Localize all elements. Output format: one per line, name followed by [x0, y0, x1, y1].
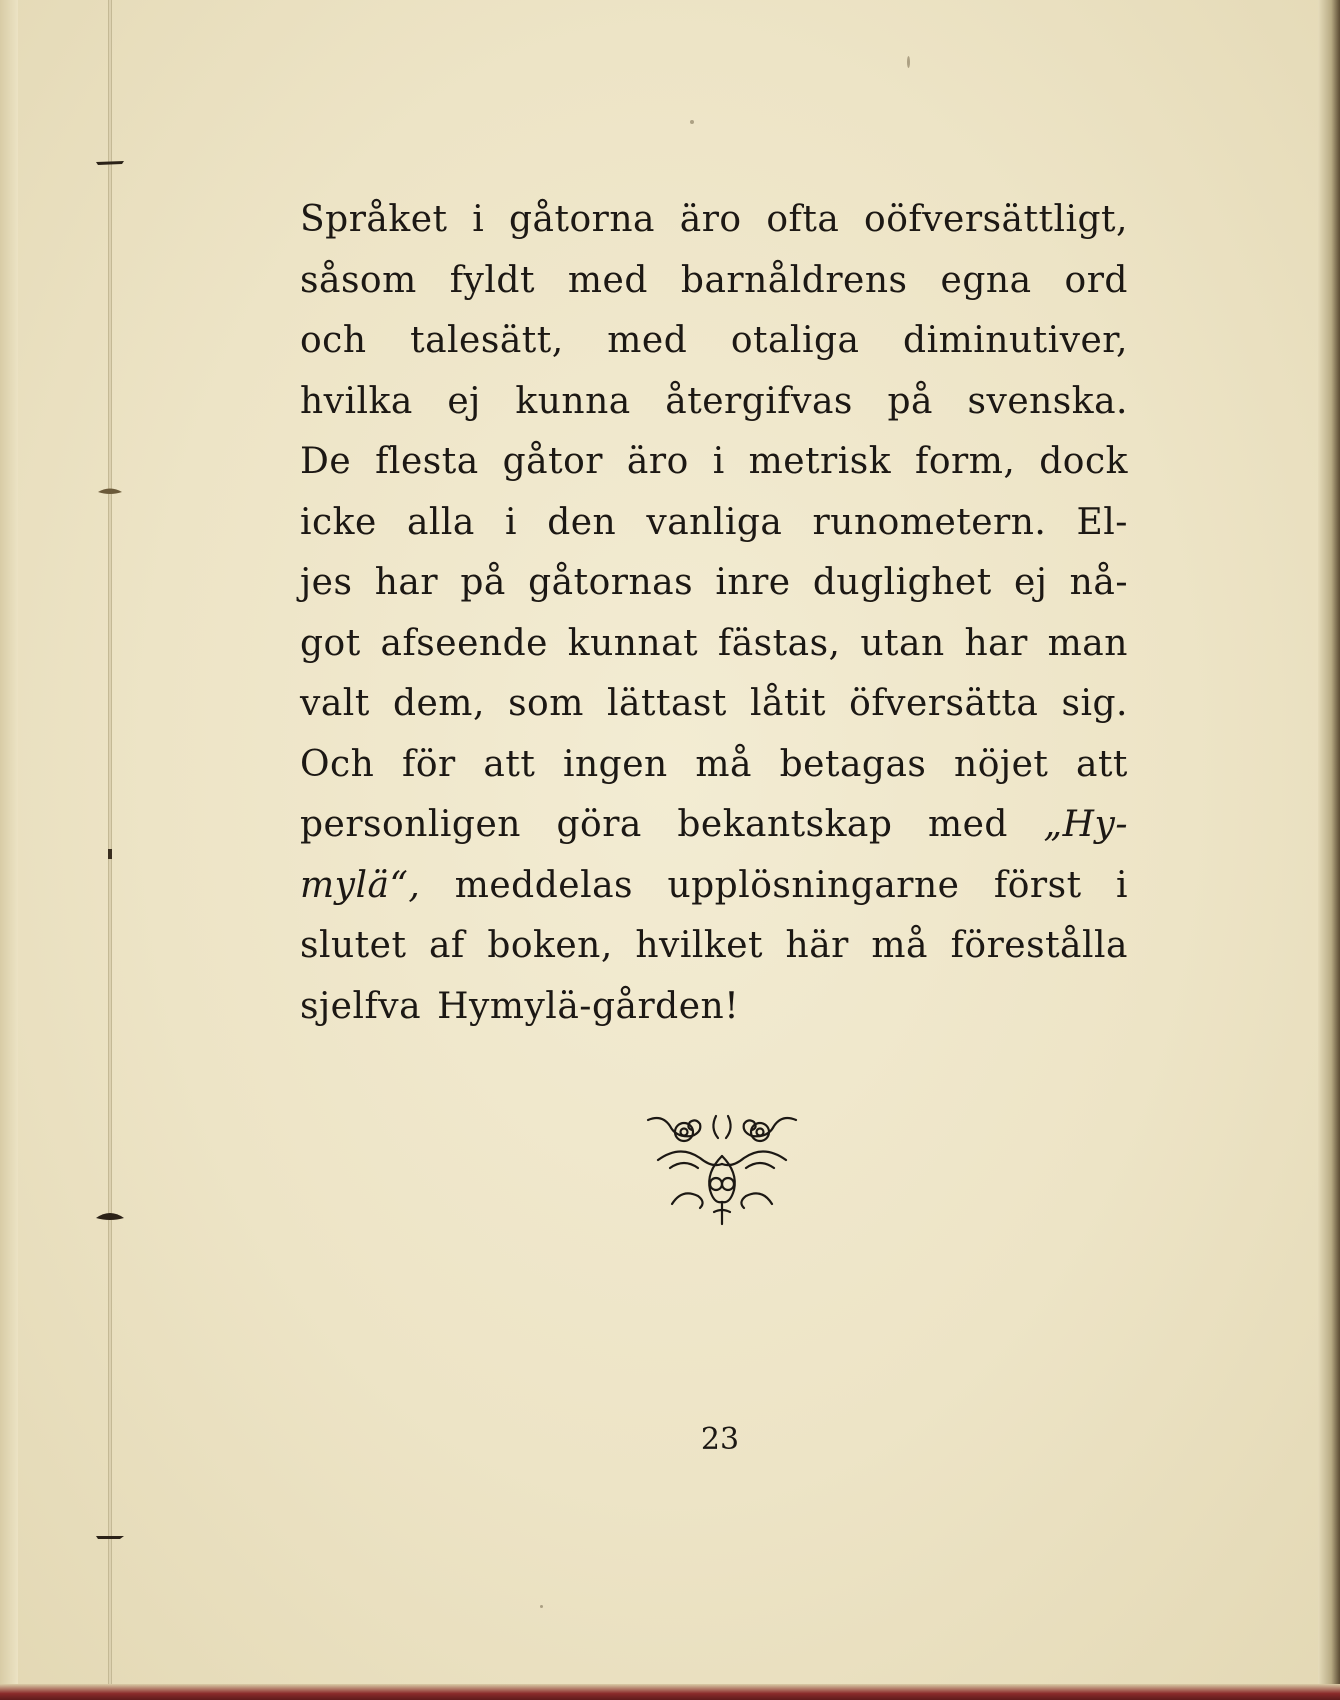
text-word: got [300, 622, 361, 664]
text-word: oöfversättligt, [864, 199, 1128, 240]
text-word: bekantskap [677, 804, 893, 845]
paper-speck [690, 120, 694, 124]
text-word: i [712, 441, 725, 482]
text-line [300, 311, 1128, 372]
text-word: gåtorna [508, 199, 655, 240]
text-word: flesta [375, 441, 479, 482]
text-word: må [695, 743, 752, 785]
text-word: hvilket [635, 925, 763, 966]
text-line [300, 372, 1128, 433]
text-word: inre [715, 562, 791, 603]
text-word: låtit [750, 683, 826, 724]
text-word: gåtor [502, 441, 603, 482]
text-word: ej [447, 380, 481, 422]
body-paragraph [300, 190, 1128, 1037]
text-word: runometern. [812, 501, 1047, 543]
text-word: mylä“, [300, 864, 421, 906]
text-line [300, 977, 1128, 1038]
text-word: form, [915, 441, 1016, 482]
text-word: här [785, 925, 849, 966]
text-word: Hymylä-gården! [437, 985, 740, 1027]
text-word: den [547, 501, 617, 543]
text-line [300, 795, 1128, 856]
text-word: dock [1039, 441, 1128, 482]
text-word: barnåldrens [680, 259, 908, 301]
text-word: ej [1013, 562, 1048, 603]
text-word: diminutiver, [903, 320, 1128, 361]
fleuron-ornament-icon [640, 1112, 804, 1228]
text-word: fyldt [449, 259, 535, 301]
text-word: jes [300, 562, 353, 603]
text-word: valt [300, 683, 370, 724]
text-word: vanliga [646, 501, 783, 543]
text-line [300, 614, 1128, 675]
text-word: och [300, 320, 367, 361]
text-word: fästas, [717, 622, 841, 664]
text-word: i [505, 501, 518, 543]
text-word: upplösningarne [667, 864, 960, 906]
text-word: duglighet [812, 562, 992, 603]
text-word: i [1115, 864, 1128, 906]
text-word: sjelfva [300, 985, 422, 1027]
text-word: först [993, 864, 1082, 906]
binding-stitch [94, 1210, 126, 1222]
page-edge-bottom [0, 1684, 1340, 1700]
text-word: „Hy- [1043, 804, 1128, 845]
text-word: för [402, 743, 456, 785]
text-word: har [374, 562, 439, 603]
text-word: utan [860, 622, 945, 664]
paper-speck [540, 1605, 543, 1608]
binding-stitch [94, 848, 126, 860]
paper-speck [907, 56, 910, 68]
text-word: äro [679, 199, 742, 240]
text-word: återgifvas [665, 380, 853, 422]
text-word: med [567, 259, 648, 301]
text-line [300, 856, 1128, 917]
text-line [300, 553, 1128, 614]
binding-stitch [94, 485, 126, 497]
text-word: kunnat [567, 622, 699, 664]
text-word: talesätt, [410, 320, 564, 361]
text-word: ingen [562, 743, 668, 785]
text-word: metrisk [748, 441, 892, 482]
text-word: med [607, 320, 688, 361]
text-word: såsom [300, 259, 417, 301]
text-word: egna [940, 259, 1032, 301]
text-word: svenska. [967, 380, 1128, 422]
text-word: dem, [392, 683, 485, 724]
text-word: hvilka [300, 380, 413, 422]
text-word: kunna [515, 380, 631, 422]
text-word: Och [300, 743, 375, 785]
page-edge-right [1318, 0, 1340, 1700]
text-word: göra [556, 804, 642, 845]
binding-stitch [94, 1530, 126, 1542]
text-word: ofta [766, 199, 840, 240]
text-line [300, 190, 1128, 251]
text-word: personligen [300, 804, 521, 845]
text-line [300, 251, 1128, 312]
text-word: förestålla [950, 925, 1128, 966]
text-word: slutet [300, 925, 407, 966]
text-word: man [1047, 622, 1128, 664]
text-word: sig. [1061, 683, 1128, 724]
text-word: på [887, 380, 933, 422]
text-word: har [964, 622, 1028, 664]
text-word: nå- [1069, 562, 1128, 603]
text-word: med [927, 804, 1008, 845]
text-word: att [483, 743, 536, 785]
text-word: i [472, 199, 485, 240]
text-word: gåtornas [528, 562, 694, 603]
text-word: alla [406, 501, 475, 543]
text-word: boken, [487, 925, 613, 966]
text-word: lättast [607, 683, 727, 724]
text-word: att [1076, 743, 1128, 785]
binding-stitch [94, 156, 126, 168]
text-word: af [428, 925, 465, 966]
text-word: ord [1064, 259, 1128, 301]
text-word: afseende [380, 622, 548, 664]
text-line [300, 493, 1128, 554]
text-word: otaliga [730, 320, 860, 361]
text-word: nöjet [954, 743, 1049, 785]
text-line [300, 432, 1128, 493]
text-word: Språket [300, 199, 448, 240]
page-number: 23 [700, 1422, 740, 1457]
text-word: på [460, 562, 506, 603]
text-line [300, 916, 1128, 977]
text-word: äro [626, 441, 689, 482]
text-word: meddelas [454, 864, 634, 906]
text-word: betagas [779, 743, 927, 785]
text-word: öfversätta [849, 683, 1039, 724]
text-word: som [508, 683, 584, 724]
text-word: icke [300, 501, 377, 543]
text-word: De [300, 441, 352, 482]
text-line [300, 674, 1128, 735]
binding-margin [0, 0, 18, 1700]
text-line [300, 735, 1128, 796]
text-word: El- [1076, 501, 1128, 543]
text-word: må [871, 925, 929, 966]
